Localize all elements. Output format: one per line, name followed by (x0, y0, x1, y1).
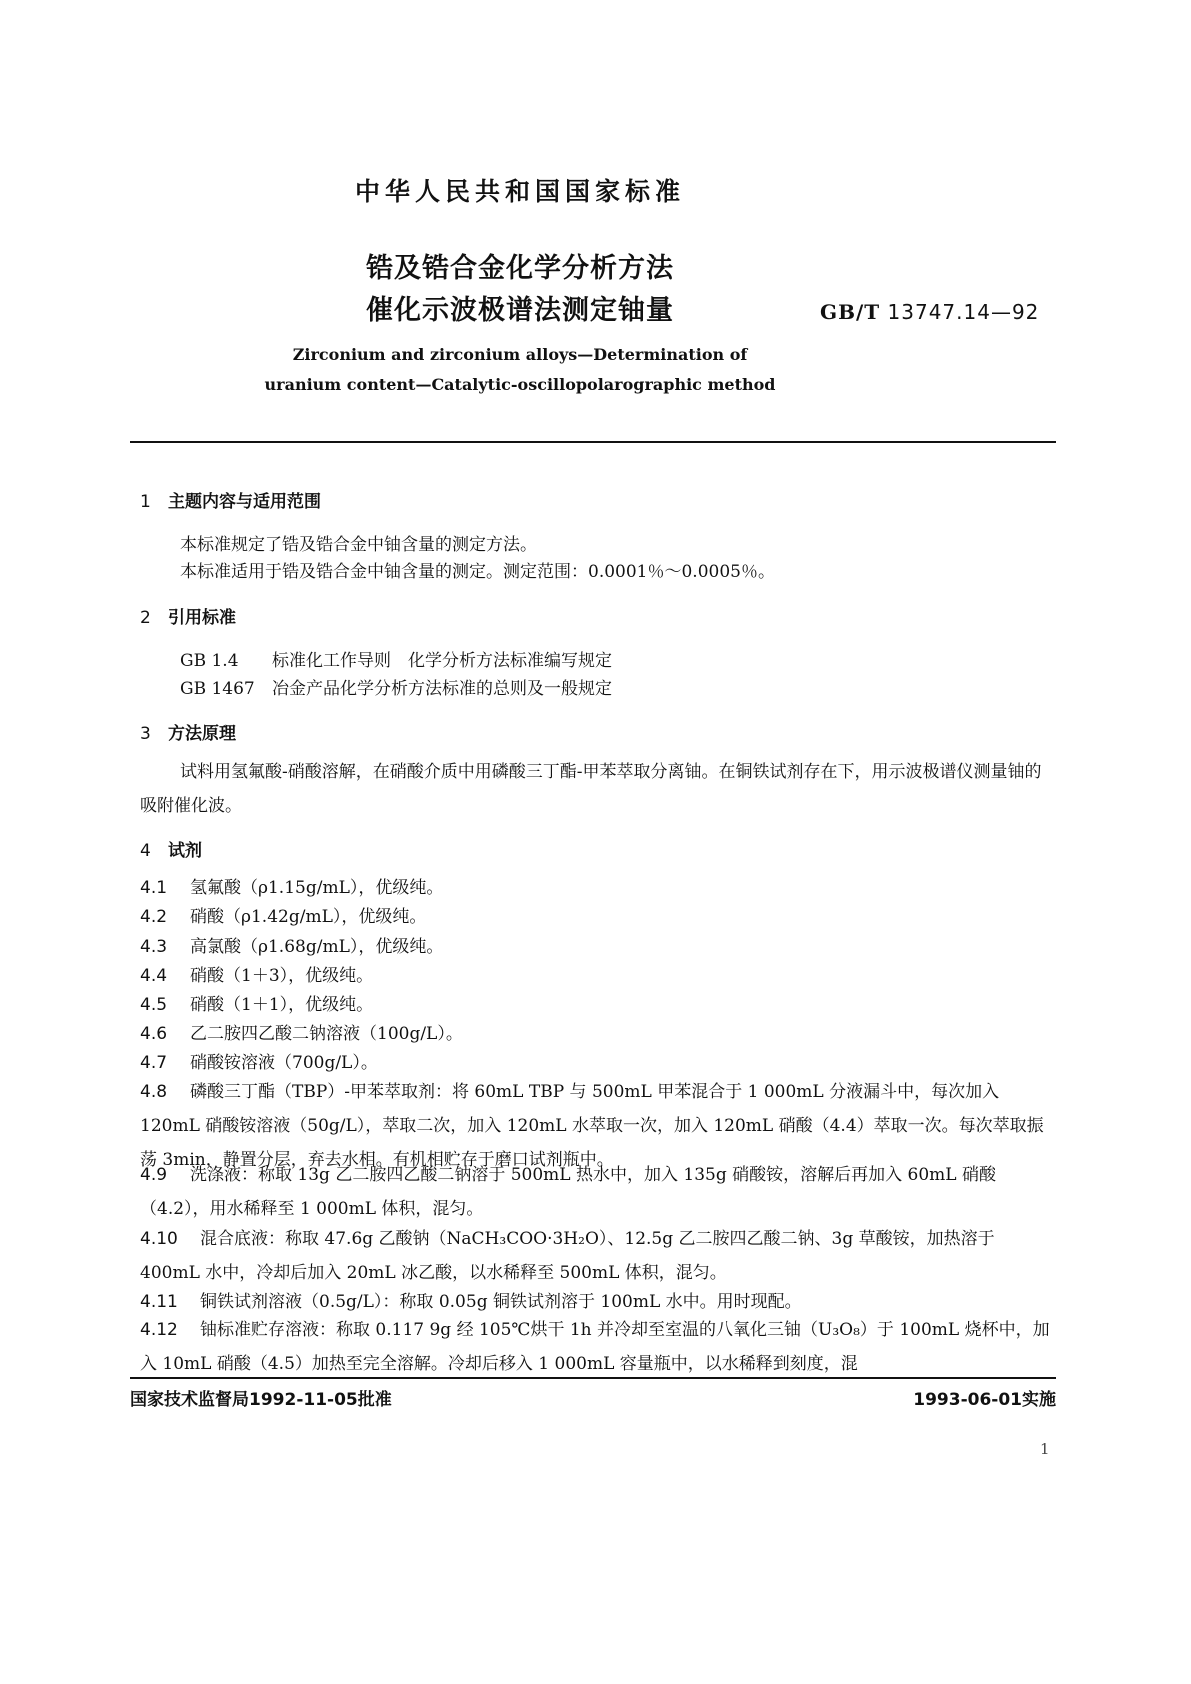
item-number: 4.5 (140, 995, 168, 1015)
item-text: 磷酸三丁酯（TBP）-甲苯萃取剂：将 60mL TBP 与 500mL 甲苯混合于 1 000mL 分液漏斗中，每次加入 120mL 硝酸铵溶液（50g/L），萃取二次，加入 120mL 水萃取一次，加入 120mL 硝酸（4.4）萃取一次。每次萃取振荡 3min，静置分层，弃去水相。有机相贮存于磨口试剂瓶中。 (140, 1082, 1044, 1170)
reagent-item (140, 900, 1055, 934)
document-title-line1: 锆及锆合金化学分析方法 (366, 253, 674, 284)
section-4-heading (140, 836, 202, 861)
section-1-heading (140, 487, 321, 512)
reference-item (180, 646, 612, 671)
item-number: 4.7 (140, 1053, 168, 1073)
section-3-paragraph (140, 755, 1055, 823)
item-number: 4.8 (140, 1082, 168, 1102)
reagent-item (140, 1222, 1055, 1290)
section-1-paragraph-1: 本标准规定了锆及锆合金中铀含量的测定方法。 (180, 535, 537, 555)
item-number: 4.2 (140, 907, 168, 927)
item-number: 4.11 (140, 1292, 178, 1312)
footer-divider (130, 1377, 1056, 1379)
standard-number (820, 300, 1039, 324)
section-number: 1 (140, 492, 151, 512)
item-number: 4.3 (140, 937, 168, 957)
item-text: 硝酸（ρ1.42g/mL），优级纯。 (190, 907, 427, 927)
item-number: 4.9 (140, 1165, 168, 1185)
section-title: 方法原理 (168, 724, 236, 744)
reference-code: GB 1.4 (180, 651, 239, 671)
item-number: 4.1 (140, 878, 168, 898)
item-text: 高氯酸（ρ1.68g/mL），优级纯。 (190, 937, 444, 957)
reference-text: 冶金产品化学分析方法标准的总则及一般规定 (272, 679, 612, 699)
section-title: 试剂 (168, 841, 202, 861)
section-3-heading (140, 719, 236, 744)
section-title: 主题内容与适用范围 (168, 492, 321, 512)
item-text: 硝酸（1＋1），优级纯。 (190, 995, 374, 1015)
page-number: 1 (1040, 1440, 1050, 1458)
item-text: 硝酸（1＋3），优级纯。 (190, 966, 374, 986)
reference-text: 标准化工作导则 化学分析方法标准编写规定 (272, 651, 612, 671)
effective-date: 1993-06-01实施 (913, 1390, 1056, 1410)
item-text: 铀标准贮存溶液：称取 0.117 9g 经 105℃烘干 1h 并冷却至室温的八氧化三铀（U₃O₈）于 100mL 烧杯中，加入 10mL 硝酸（4.5）加热至完全溶解。冷却后移入 1 000mL 容量瓶中，以水稀释到刻度，混 (140, 1320, 1050, 1374)
reference-item (180, 674, 612, 699)
section-title: 引用标准 (168, 608, 236, 628)
standard-prefix: GB/T (820, 300, 881, 324)
standard-code: 13747.14—92 (887, 300, 1040, 324)
item-text: 乙二胺四乙酸二钠溶液（100g/L）。 (190, 1024, 463, 1044)
document-title-line2: 催化示波极谱法测定铀量 (366, 295, 674, 326)
item-number: 4.6 (140, 1024, 168, 1044)
item-number: 4.4 (140, 966, 168, 986)
approval-date: 国家技术监督局1992-11-05批准 (130, 1390, 392, 1410)
english-title-line1: Zirconium and zirconium alloys—Determination of (292, 345, 748, 364)
section-number: 4 (140, 841, 151, 861)
item-number: 4.10 (140, 1229, 178, 1249)
section-3-text: 试料用氢氟酸-硝酸溶解，在硝酸介质中用磷酸三丁酯-甲苯萃取分离铀。在铜铁试剂存在下，用示波极谱仪测量铀的吸附催化波。 (140, 762, 1042, 816)
reference-code: GB 1467 (180, 679, 255, 699)
item-text: 硝酸铵溶液（700g/L）。 (190, 1053, 378, 1073)
item-text: 铜铁试剂溶液（0.5g/L）：称取 0.05g 铜铁试剂溶于 100mL 水中。用时现配。 (200, 1292, 802, 1312)
country-standard-header: 中华人民共和国国家标准 (354, 177, 685, 206)
section-number: 3 (140, 724, 151, 744)
header-divider (130, 441, 1056, 443)
reagent-item (140, 1313, 1055, 1381)
item-text: 洗涤液：称取 13g 乙二胺四乙酸二钠溶于 500mL 热水中，加入 135g 硝酸铵，溶解后再加入 60mL 硝酸（4.2），用水稀释至 1 000mL 体积，混匀。 (140, 1165, 996, 1219)
section-number: 2 (140, 608, 151, 628)
reagent-item (140, 1158, 1055, 1226)
section-2-heading (140, 603, 236, 628)
english-title-line2: uranium content—Catalytic-oscillopolarographic method (264, 375, 776, 394)
item-text: 氢氟酸（ρ1.15g/mL），优级纯。 (190, 878, 444, 898)
section-1-paragraph-2: 本标准适用于锆及锆合金中铀含量的测定。测定范围：0.0001％～0.0005％。 (180, 562, 775, 582)
item-number: 4.12 (140, 1320, 178, 1340)
item-text: 混合底液：称取 47.6g 乙酸钠（NaCH₃COO·3H₂O）、12.5g 乙二胺四乙酸二钠、3g 草酸铵，加热溶于 400mL 水中，冷却后加入 20mL 冰乙酸，以水稀释至 500mL 体积，混匀。 (140, 1229, 995, 1283)
